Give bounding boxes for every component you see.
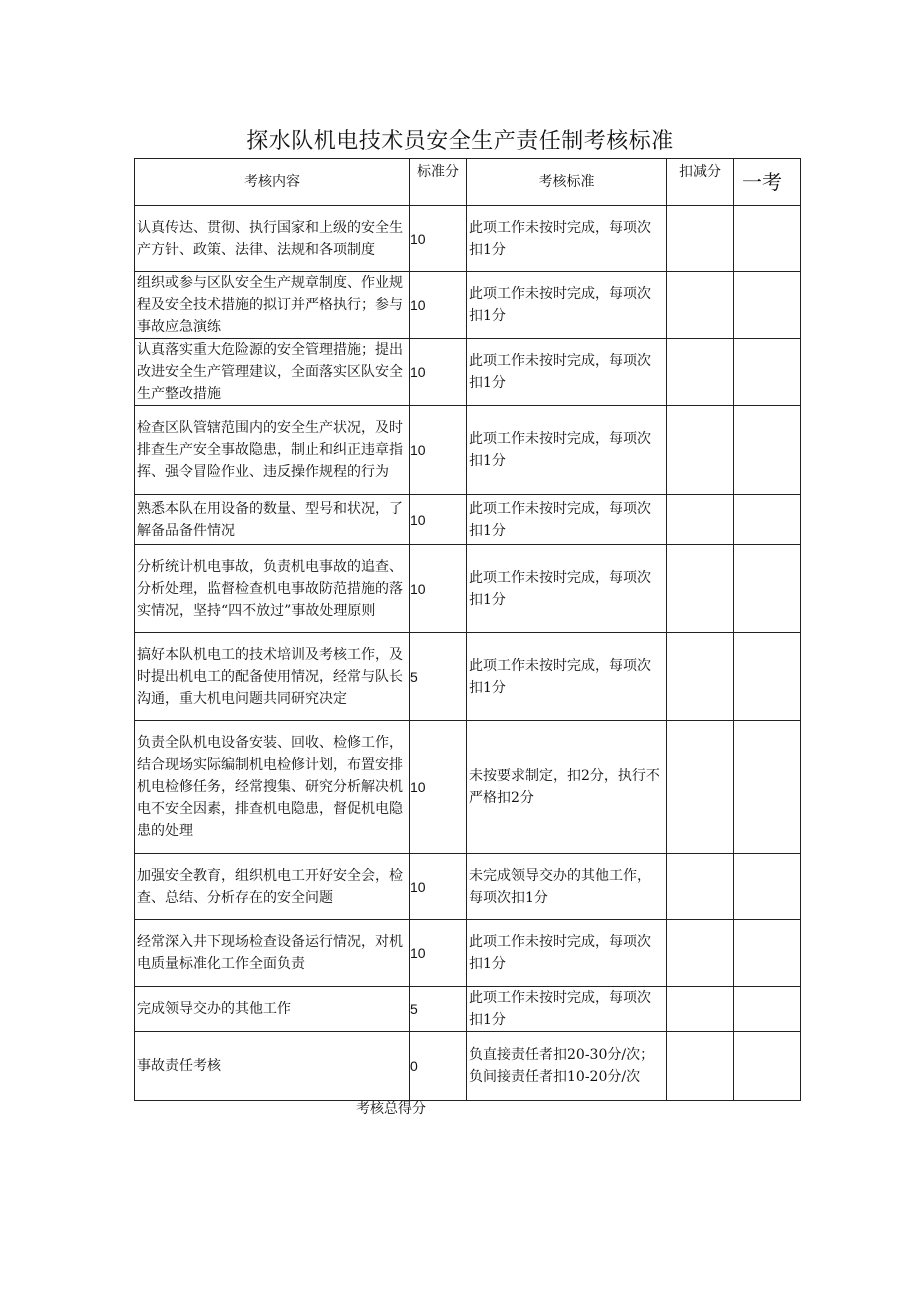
- table-row: [135, 721, 801, 854]
- row-deduct: [667, 721, 734, 854]
- row-score: 10: [410, 406, 467, 495]
- row-deduct: [667, 406, 734, 495]
- table-row: [135, 206, 801, 272]
- row-extra: [734, 721, 801, 854]
- table-row: [135, 495, 801, 545]
- row-standard: 此项工作未按时完成，每项次扣1分: [467, 987, 667, 1032]
- row-deduct: [667, 206, 734, 272]
- row-standard: 此项工作未按时完成，每项次扣1分: [467, 495, 667, 545]
- row-standard: 此项工作未按时完成，每项次扣1分: [467, 545, 667, 633]
- table-row: [135, 272, 801, 339]
- row-content: 加强安全教育，组织机电工开好安全会，检查、总结、分析存在的安全问题: [135, 854, 410, 920]
- row-extra: [734, 920, 801, 987]
- row-extra: [734, 633, 801, 721]
- row-score: 10: [410, 920, 467, 987]
- row-content: 负责全队机电设备安装、回收、检修工作，结合现场实际编制机电检修计划，布置安排机电检修任务，经常搜集、研究分析解决机电不安全因素，排查机电隐患，督促机电隐患的处理: [135, 721, 410, 854]
- row-deduct: [667, 339, 734, 406]
- header-last: 一考: [734, 159, 801, 206]
- row-content: 完成领导交办的其他工作: [135, 987, 410, 1032]
- row-extra: [734, 339, 801, 406]
- table-row: [135, 339, 801, 406]
- row-standard: 未完成领导交办的其他工作，每项次扣1分: [467, 854, 667, 920]
- row-deduct: [667, 1032, 734, 1101]
- row-deduct: [667, 987, 734, 1032]
- row-content: 认真传达、贯彻、执行国家和上级的安全生产方针、政策、法律、法规和各项制度: [135, 206, 410, 272]
- header-content: 考核内容: [135, 159, 410, 206]
- table-row: [135, 545, 801, 633]
- row-score: 10: [410, 495, 467, 545]
- row-standard: 此项工作未按时完成，每项次扣1分: [467, 206, 667, 272]
- row-extra: [734, 495, 801, 545]
- row-score: 10: [410, 854, 467, 920]
- table-row: [135, 987, 801, 1032]
- document-title: 探水队机电技术员安全生产责任制考核标准: [246, 129, 674, 154]
- row-deduct: [667, 633, 734, 721]
- row-content: 熟悉本队在用设备的数量、型号和状况，了解备品备件情况: [135, 495, 410, 545]
- table-row: [135, 633, 801, 721]
- row-standard: 此项工作未按时完成，每项次扣1分: [467, 633, 667, 721]
- header-standard: 考核标准: [467, 159, 667, 206]
- table-header-row: [135, 159, 801, 206]
- row-standard: 此项工作未按时完成，每项次扣1分: [467, 339, 667, 406]
- row-extra: [734, 206, 801, 272]
- row-score: 10: [410, 339, 467, 406]
- row-extra: [734, 272, 801, 339]
- row-extra: [734, 987, 801, 1032]
- row-score: 5: [410, 987, 467, 1032]
- row-score: 10: [410, 272, 467, 339]
- table-row: [135, 920, 801, 987]
- row-standard: 此项工作未按时完成，每项次扣1分: [467, 920, 667, 987]
- row-standard: 此项工作未按时完成，每项次扣1分: [467, 272, 667, 339]
- row-content: 经常深入井下现场检查设备运行情况，对机电质量标准化工作全面负责: [135, 920, 410, 987]
- row-extra: [734, 545, 801, 633]
- row-score: 10: [410, 545, 467, 633]
- header-score: 标准分: [410, 159, 467, 206]
- row-score: 10: [410, 206, 467, 272]
- row-extra: [734, 406, 801, 495]
- table-row: [135, 854, 801, 920]
- row-content: 分析统计机电事故，负责机电事故的追查、分析处理，监督检查机电事故防范措施的落实情况，坚持“四不放过”事故处理原则: [135, 545, 410, 633]
- row-standard: 未按要求制定，扣2分，执行不严格扣2分: [467, 721, 667, 854]
- row-content: 事故责任考核: [135, 1032, 410, 1101]
- row-extra: [734, 854, 801, 920]
- row-score: 0: [410, 1032, 467, 1101]
- row-extra: [734, 1032, 801, 1101]
- row-deduct: [667, 272, 734, 339]
- header-deduct: 扣减分: [667, 159, 734, 206]
- row-content: 检查区队管辖范围内的安全生产状况，及时排查生产安全事故隐患，制止和纠正违章指挥、强令冒险作业、违反操作规程的行为: [135, 406, 410, 495]
- row-standard: 负直接责任者扣20-30分/次；负间接责任者扣10-20分/次: [467, 1032, 667, 1101]
- table-row: [135, 406, 801, 495]
- row-deduct: [667, 545, 734, 633]
- total-score-label: 考核总得分: [356, 1101, 426, 1117]
- row-deduct: [667, 854, 734, 920]
- assessment-table: [134, 158, 801, 1101]
- row-deduct: [667, 495, 734, 545]
- row-content: 认真落实重大危险源的安全管理措施；提出改进安全生产管理建议，全面落实区队安全生产整改措施: [135, 339, 410, 406]
- row-content: 搞好本队机电工的技术培训及考核工作，及时提出机电工的配备使用情况，经常与队长沟通，重大机电问题共同研究决定: [135, 633, 410, 721]
- table-row: [135, 1032, 801, 1101]
- row-score: 10: [410, 721, 467, 854]
- row-score: 5: [410, 633, 467, 721]
- row-deduct: [667, 920, 734, 987]
- row-content: 组织或参与区队安全生产规章制度、作业规程及安全技术措施的拟订并严格执行；参与事故应急演练: [135, 272, 410, 339]
- row-standard: 此项工作未按时完成，每项次扣1分: [467, 406, 667, 495]
